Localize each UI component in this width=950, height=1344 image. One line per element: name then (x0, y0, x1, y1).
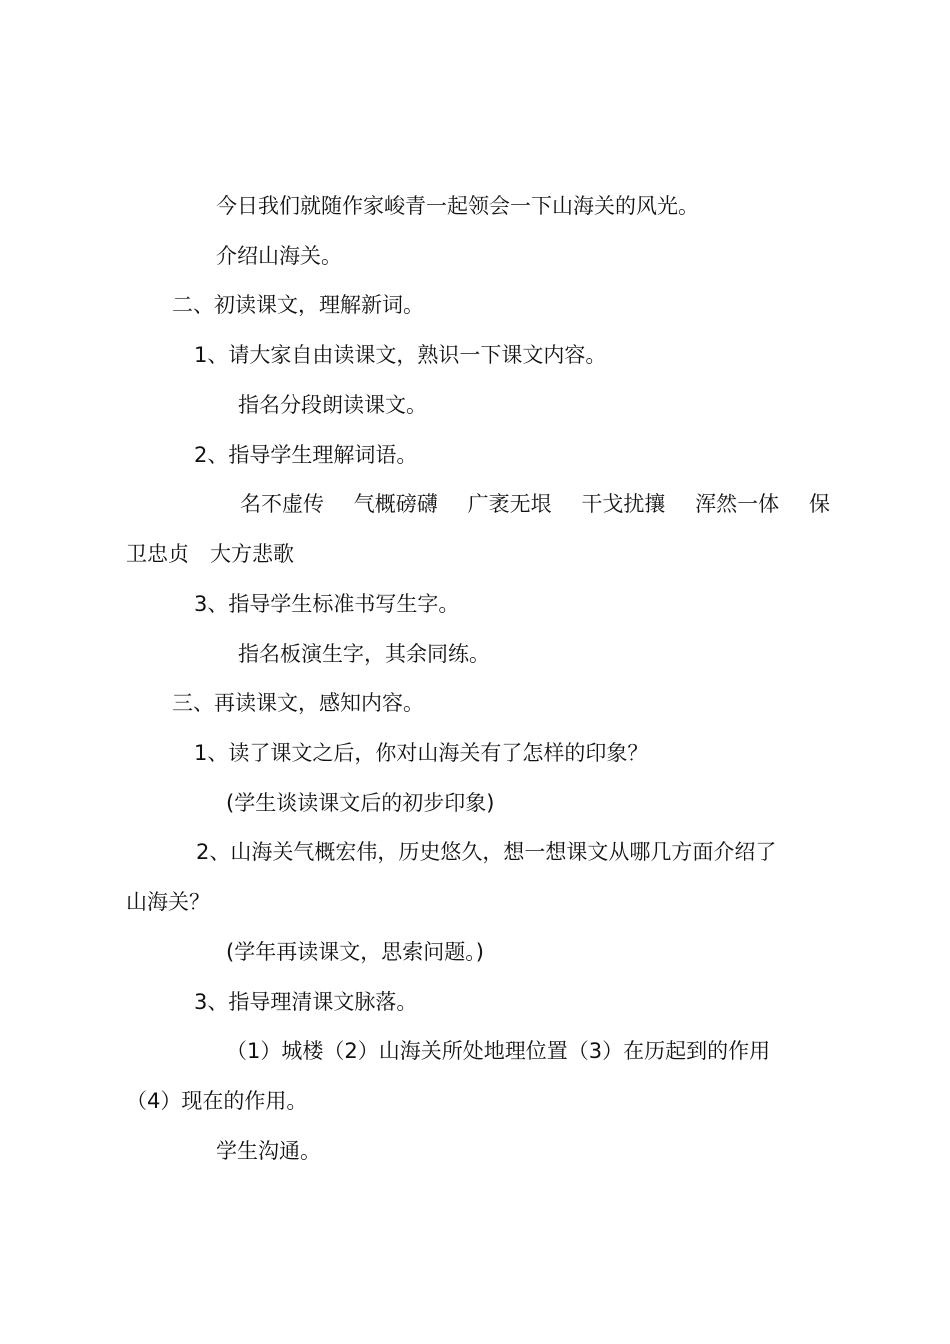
vocab-word: 干戈扰攘 (581, 492, 666, 516)
list-item-continued: 山海关？ (126, 890, 210, 914)
list-item: 2、山海关气概宏伟，历史悠久，想一想课文从哪几方面介绍了 (196, 840, 777, 864)
list-item: 3、指导理清课文脉落。 (194, 990, 418, 1014)
list-item: 1、请大家自由读课文，熟识一下课文内容。 (194, 343, 607, 367)
outline-items: （1）城楼（2）山海关所处地理位置（3）在历起到的作用 (226, 1039, 771, 1063)
vocab-words-row (240, 490, 830, 518)
section-heading-3: 三、再读课文，感知内容。 (172, 691, 424, 715)
section-heading-2: 二、初读课文，理解新词。 (172, 293, 424, 317)
vocab-word: 气概磅礴 (353, 492, 438, 516)
paragraph-intro: 今日我们就随作家峻青一起领会一下山海关的风光。 (216, 194, 699, 218)
list-item: 1、读了课文之后，你对山海关有了怎样的印象？ (194, 741, 649, 765)
paragraph: 指名分段朗读课文。 (238, 393, 427, 417)
list-item: 2、指导学生理解词语。 (194, 443, 418, 467)
paragraph-note: (学年再读课文，思索问题。) (226, 940, 484, 964)
list-item: 3、指导学生标准书写生字。 (194, 592, 460, 616)
vocab-word: 浑然一体 (695, 492, 780, 516)
vocab-word: 名不虚传 (240, 492, 324, 516)
vocab-words-continued: 卫忠贞 大方悲歌 (126, 542, 294, 566)
paragraph: 学生沟通。 (216, 1139, 321, 1163)
outline-items-continued: （4）现在的作用。 (126, 1089, 308, 1113)
paragraph: 指名板演生字，其余同练。 (238, 642, 490, 666)
paragraph-note: (学生谈读课文后的初步印象) (226, 791, 495, 815)
paragraph-introduce: 介绍山海关。 (216, 244, 342, 268)
vocab-word: 保 (808, 492, 830, 516)
vocab-word: 广袤无垠 (467, 492, 552, 516)
